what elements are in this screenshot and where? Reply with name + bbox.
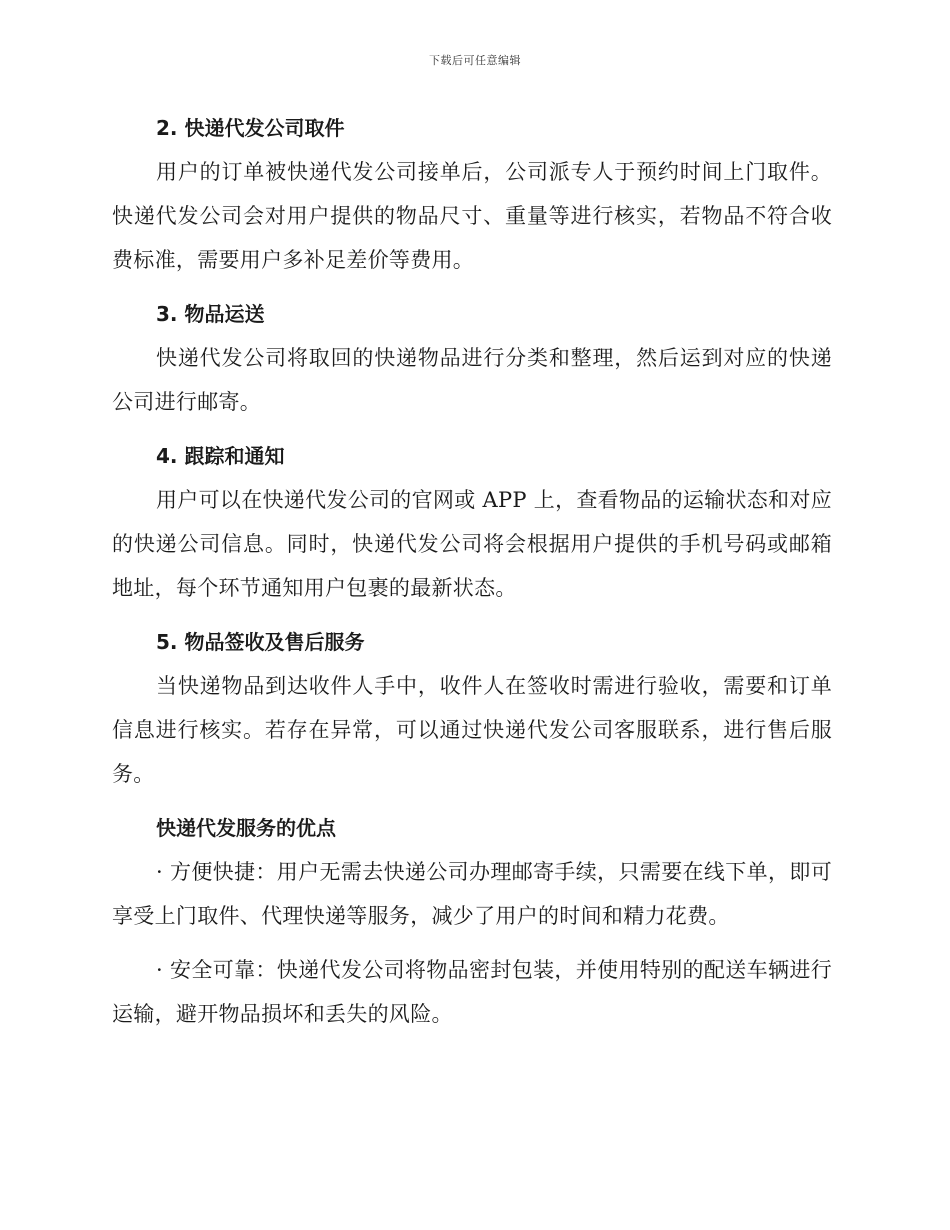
section-tracking <box>112 434 832 610</box>
section-heading: 3. 物品运送 <box>156 302 265 326</box>
section-paragraph: 当快递物品到达收件人手中，收件人在签收时需进行验收，需要和订单信息进行核实。若存在异常，可以通过快递代发公司客服联系，进行售后服务。 <box>112 674 832 786</box>
document-body <box>112 106 832 1046</box>
section-paragraph: 快递代发公司将取回的快递物品进行分类和整理，然后运到对应的快递公司进行邮寄。 <box>112 346 832 414</box>
advantage-item: · 方便快捷：用户无需去快递公司办理邮寄手续，只需要在线下单，即可享受上门取件、代理快递等服务，减少了用户的时间和精力花费。 <box>112 860 832 928</box>
section-paragraph: 用户可以在快递代发公司的官网或 APP 上，查看物品的运输状态和对应的快递公司信息。同时，快递代发公司将会根据用户提供的手机号码或邮箱地址，每个环节通知用户包裹的最新状态。 <box>112 488 832 600</box>
section-delivery <box>112 620 832 796</box>
advantage-item: · 安全可靠：快递代发公司将物品密封包装，并使用特别的配送车辆进行运输，避开物品损坏和丢失的风险。 <box>112 958 832 1026</box>
section-heading: 5. 物品签收及售后服务 <box>156 630 365 654</box>
section-transport <box>112 292 832 424</box>
section-heading: 2. 快递代发公司取件 <box>156 116 345 140</box>
section-advantages <box>112 806 832 1036</box>
section-heading: 4. 跟踪和通知 <box>156 444 285 468</box>
section-heading: 快递代发服务的优点 <box>156 816 336 840</box>
section-pickup <box>112 106 832 282</box>
section-paragraph: 用户的订单被快递代发公司接单后，公司派专人于预约时间上门取件。快递代发公司会对用户提供的物品尺寸、重量等进行核实，若物品不符合收费标准，需要用户多补足差价等费用。 <box>112 160 832 272</box>
page-header: 下载后可任意编辑 <box>429 54 521 67</box>
